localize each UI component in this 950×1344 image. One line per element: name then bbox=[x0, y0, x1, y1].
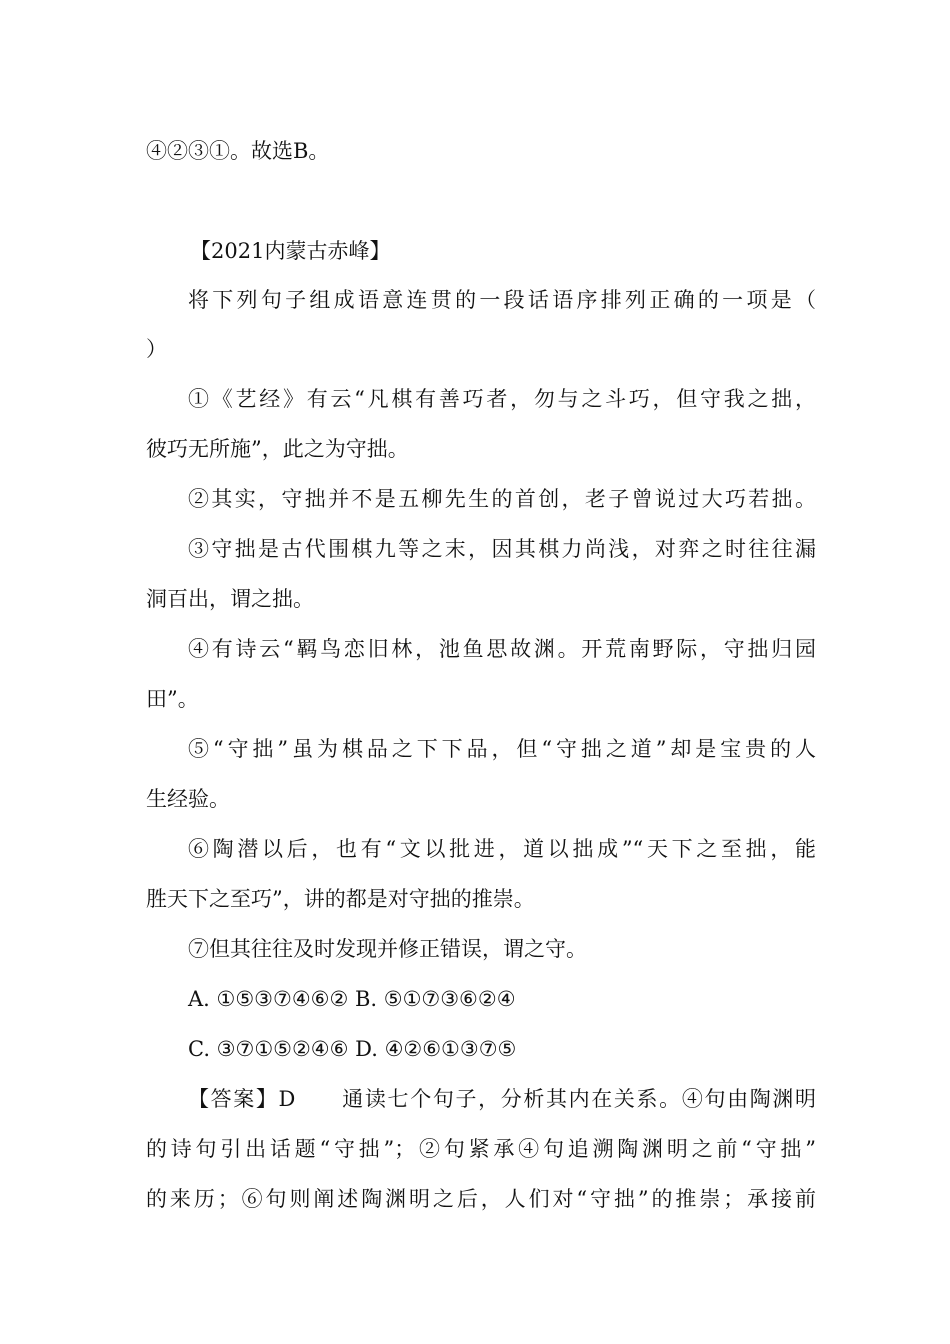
answer-line-1: 【答案】D 通读七个句子，分析其内在关系。④句由陶渊明 bbox=[188, 1087, 816, 1111]
answer-line-2: 的诗句引出话题“守拙”；②句紧承④句追溯陶渊明之前“守拙” bbox=[146, 1137, 816, 1161]
answer-line-3: 的来历；⑥句则阐述陶渊明之后，人们对“守拙”的推崇；承接前 bbox=[146, 1187, 816, 1211]
source-tag: 【2021内蒙古赤峰】 bbox=[190, 239, 391, 263]
sentence-2: ②其实，守拙并不是五柳先生的首创，老子曾说过大巧若拙。 bbox=[188, 487, 816, 511]
sentence-6-line-2: 胜天下之至巧”，讲的都是对守拙的推崇。 bbox=[146, 887, 535, 911]
sentence-4-line-1: ④有诗云“羁鸟恋旧林，池鱼思故渊。开荒南野际，守拙归园 bbox=[188, 637, 816, 661]
sentence-1-line-1: ①《艺经》有云“凡棋有善巧者，勿与之斗巧，但守我之拙， bbox=[188, 387, 816, 411]
options-c-d: C. ③⑦①⑤②④⑥ D. ④②⑥①③⑦⑤ bbox=[188, 1037, 517, 1061]
sentence-3-line-2: 洞百出，谓之拙。 bbox=[146, 587, 314, 611]
sentence-3-line-1: ③守拙是古代围棋九等之末，因其棋力尚浅，对弈之时往往漏 bbox=[188, 537, 816, 561]
previous-answer-tail: ④②③①。故选B。 bbox=[146, 139, 330, 163]
sentence-6-line-1: ⑥陶潜以后，也有“文以批进，道以拙成”“天下之至拙，能 bbox=[188, 837, 816, 861]
options-a-b: A. ①⑤③⑦④⑥② B. ⑤①⑦③⑥②④ bbox=[188, 987, 516, 1011]
sentence-1-line-2: 彼巧无所施”，此之为守拙。 bbox=[146, 437, 409, 461]
sentence-5-line-1: ⑤“守拙”虽为棋品之下下品，但“守拙之道”却是宝贵的人 bbox=[188, 737, 816, 761]
sentence-5-line-2: 生经验。 bbox=[146, 787, 230, 811]
question-prompt-line-1: 将下列句子组成语意连贯的一段话语序排列正确的一项是（ bbox=[188, 288, 816, 312]
sentence-7: ⑦但其往往及时发现并修正错误，谓之守。 bbox=[188, 937, 587, 961]
sentence-4-line-2: 田”。 bbox=[146, 687, 199, 711]
question-prompt-line-2: ） bbox=[146, 337, 167, 361]
